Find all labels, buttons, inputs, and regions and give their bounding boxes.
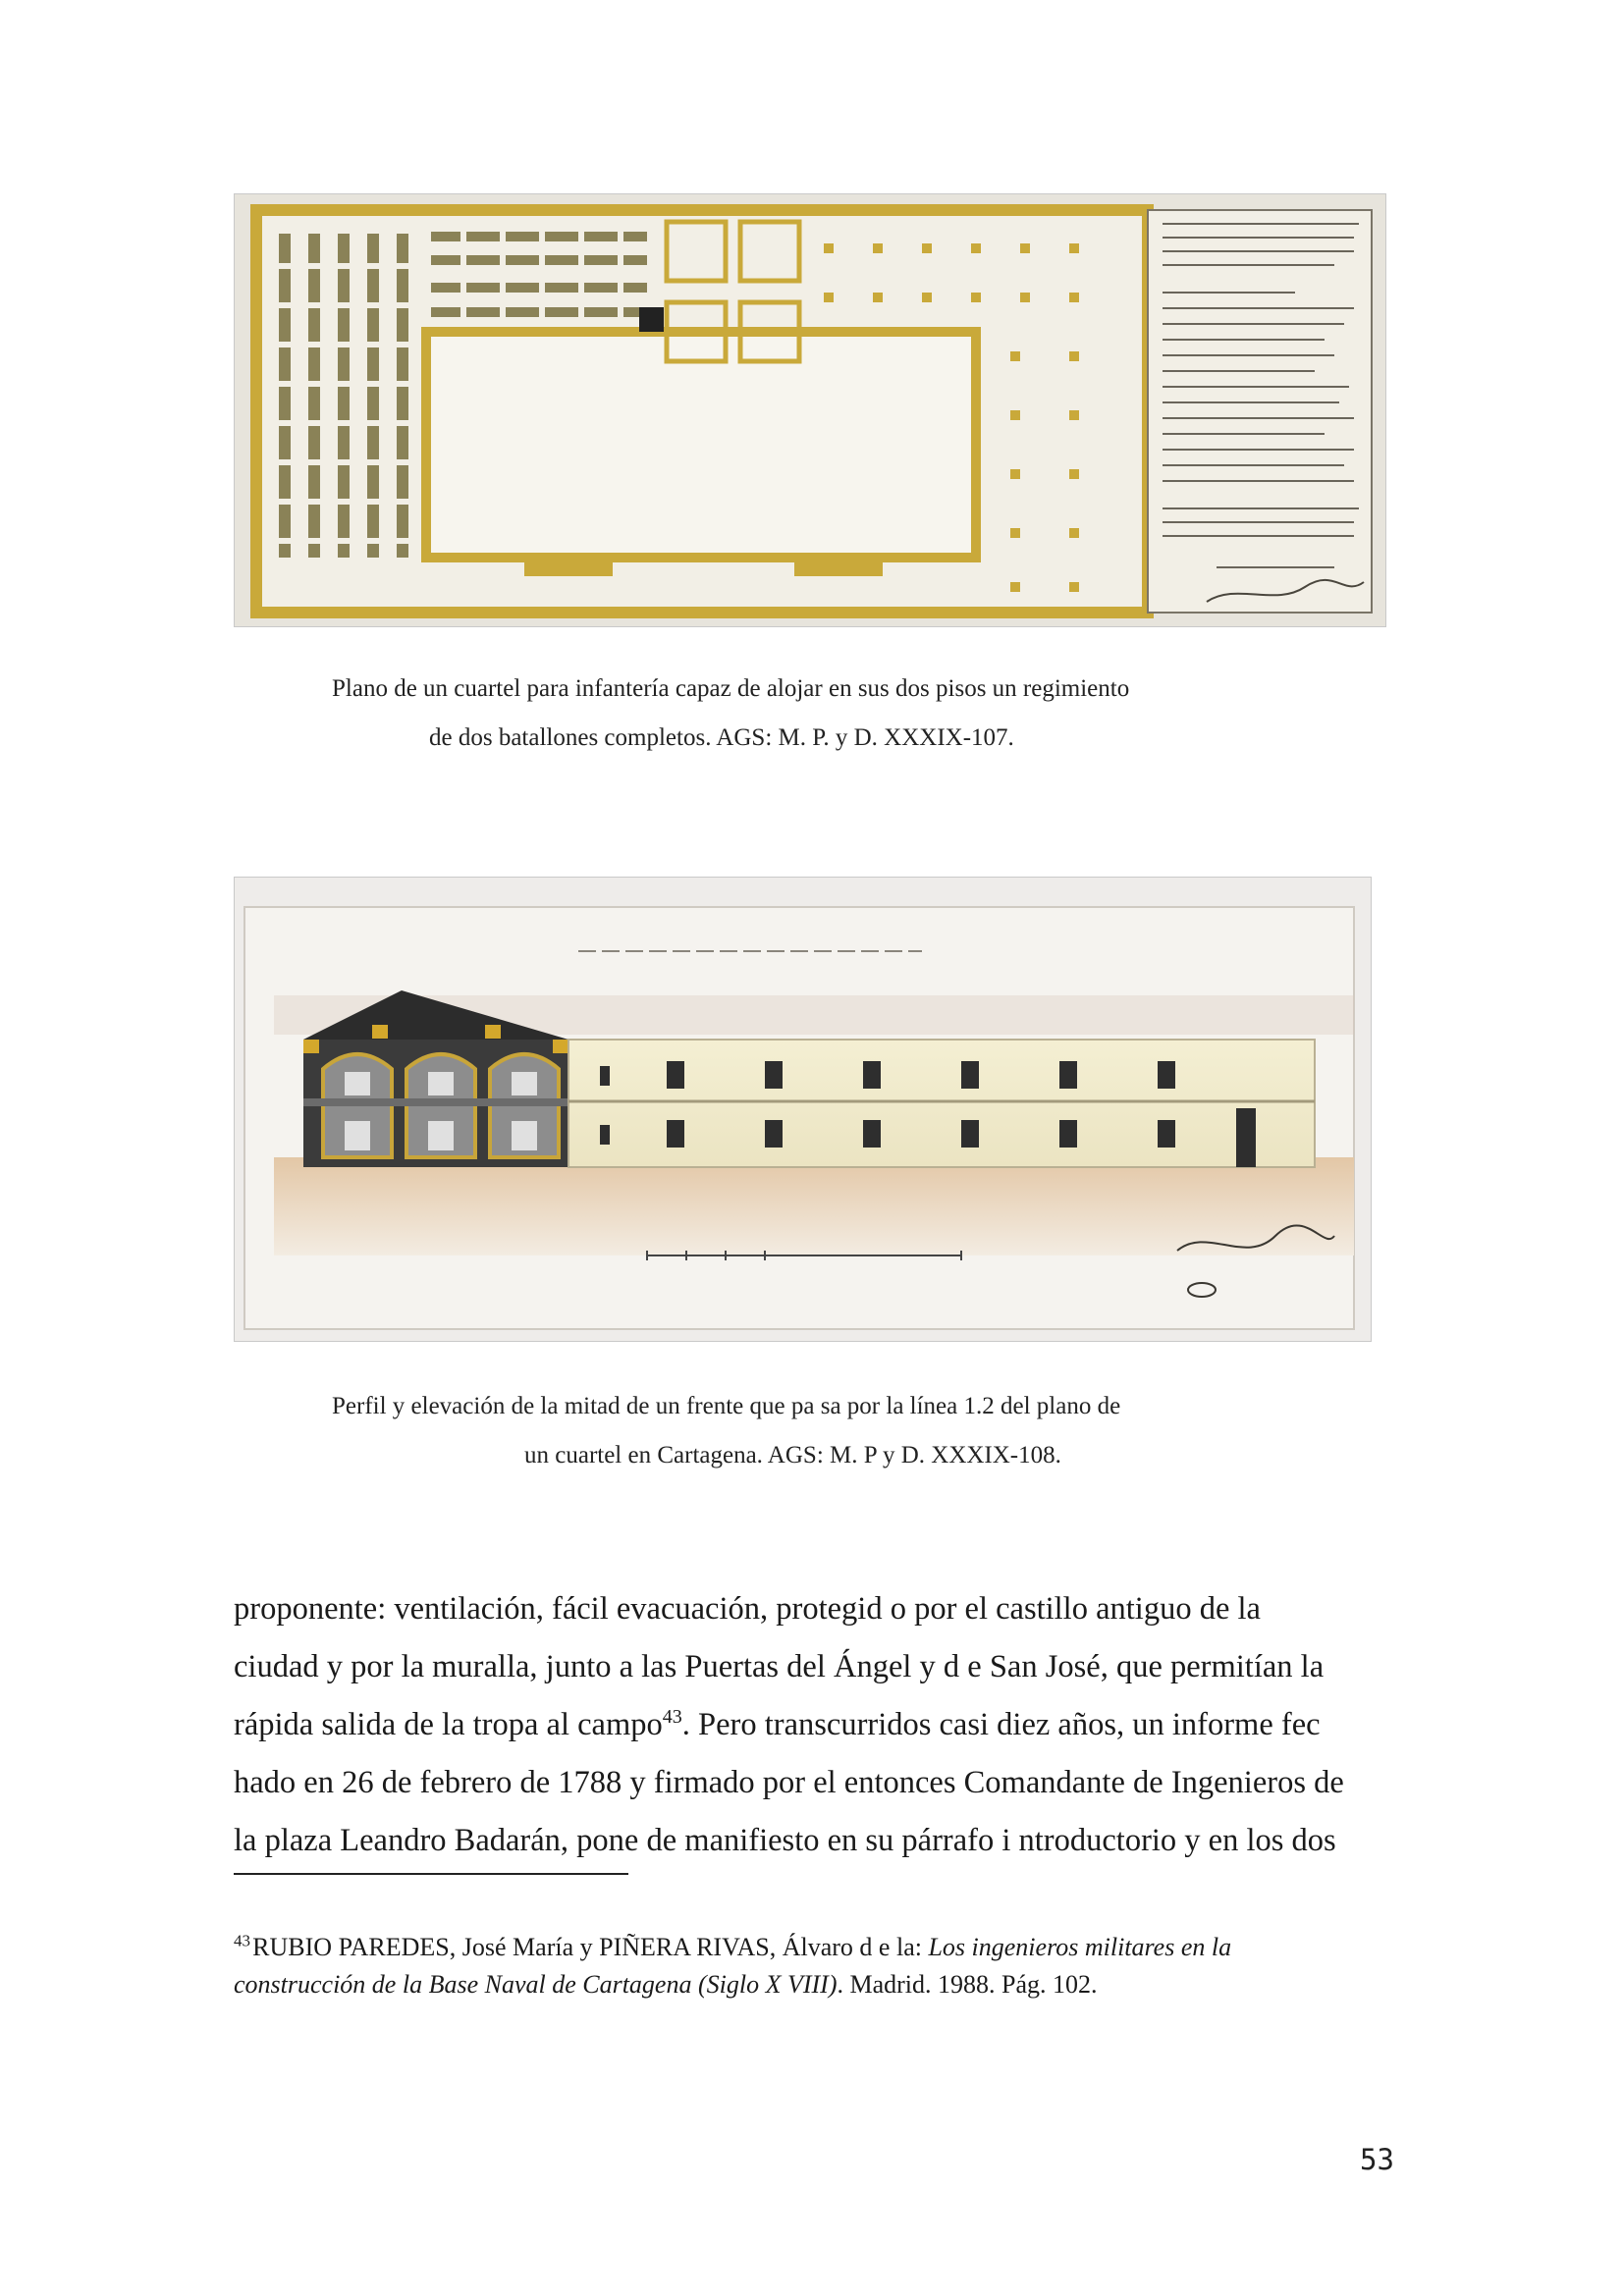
footnote-details: . Madrid. 1988. Pág. 102. [837,1970,1098,1999]
caption-line: Plano de un cuartel para infantería capaz de alojar en sus dos pisos un regimiento [332,675,1130,702]
footnote [234,1929,1392,2003]
figure-floor-plan [234,193,1386,627]
body-line: proponente: ventilación, fácil evacuación, protegid o por el castillo antiguo de la [234,1591,1261,1627]
footnote-divider [234,1873,628,1875]
figure-elevation [234,877,1372,1342]
body-line: ciudad y por la muralla, junto a las Puertas del Ángel y d e San José, que permitían la [234,1649,1325,1684]
body-line: la plaza Leandro Badarán, pone de manifiesto en su párrafo i ntroductorio y en los dos [234,1823,1336,1858]
footnote-number: 43 [234,1931,250,1950]
caption-line: Perfil y elevación de la mitad de un frente que pa sa por la línea 1.2 del plano de [332,1393,1121,1419]
body-line [234,1696,1392,1754]
footnote-line [234,1929,1392,1966]
caption-line: de dos batallones completos. AGS: M. P. y D. XXXIX-107. [429,724,1014,751]
body-line-text: rápida salida de la tropa al campo [234,1707,663,1742]
figure-1-caption [332,665,1129,763]
page-number: 53 [1360,2143,1394,2176]
footnote-title: construcción de la Base Naval de Cartagena (Siglo X VIII) [234,1970,838,1999]
body-paragraph [234,1580,1392,1870]
footnote-reference[interactable]: 43 [662,1706,682,1729]
figure-2-caption [332,1382,1120,1480]
caption-line: un cuartel en Cartagena. AGS: M. P y D. XXXIX-108. [524,1442,1061,1468]
footnote-line [234,1966,1392,2003]
footnote-title: Los ingenieros militares en la [928,1933,1232,1961]
elevation-drawing [235,878,1371,1341]
footnote-authors: RUBIO PAREDES, José María y PIÑERA RIVAS, Álvaro d e la: [252,1933,922,1961]
body-line: hado en 26 de febrero de 1788 y firmado por el entonces Comandante de Ingenieros de [234,1765,1344,1800]
body-line-text: . Pero transcurridos casi diez años, un informe fec [681,1707,1321,1742]
floor-plan-drawing [235,194,1385,626]
